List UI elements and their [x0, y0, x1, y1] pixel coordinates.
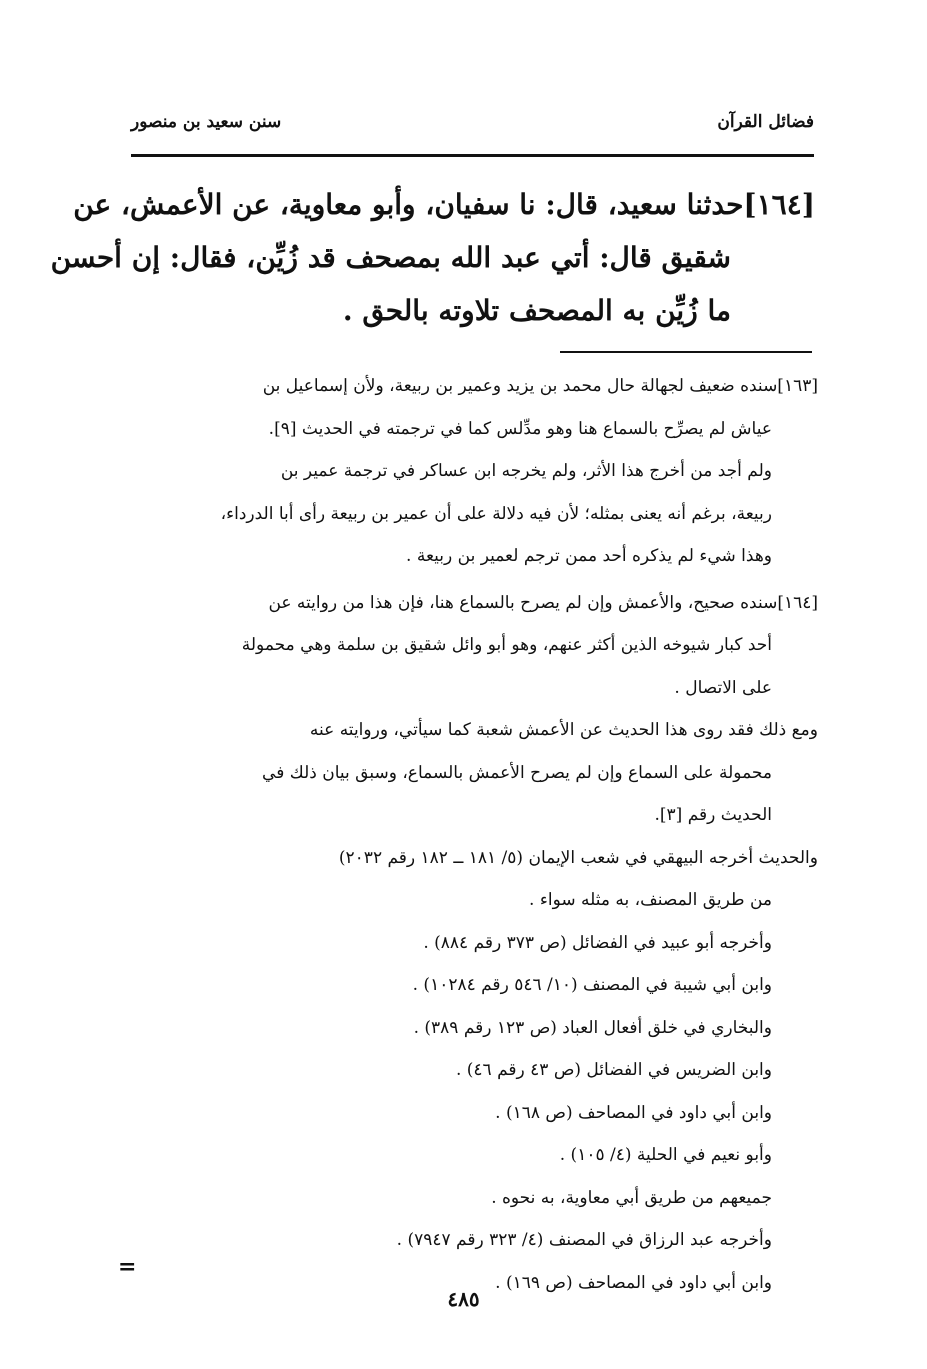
footnote-164-line: ومع ذلك فقد روى هذا الحديث عن الأعمش شعبة كما سيأتي، وروايته عنه — [309, 720, 818, 740]
footnote-164-line: من طريق المصنف، به مثله سواء . — [529, 890, 772, 910]
footnotes — [121, 365, 818, 1304]
footnote-164-line: وابن أبي داود في المصاحف (ص ١٦٨) . — [495, 1102, 772, 1123]
footnote-separator — [560, 351, 812, 353]
footnote-163-line: ولم أجد من أخرج هذا الأثر، ولم يخرجه ابن عساكر في ترجمة عمير بن — [280, 461, 772, 481]
footnote-164-line: الحديث رقم [٣]. — [654, 805, 772, 825]
footnote-164-line: وابن أبي شيبة في المصنف (١٠/ ٥٤٦ رقم ١٠٢٨٤) . — [412, 975, 772, 995]
page-number: ٤٨٥ — [447, 1287, 480, 1311]
footnote-163-line: [١٦٣]سنده ضعيف لجهالة حال محمد بن يزيد وعمير بن ربيعة، ولأن إسماعيل بن — [262, 376, 818, 396]
hadith-line: [١٦٤]حدثنا سعيد، قال: نا سفيان، وأبو معاوية، عن الأعمش، عن — [73, 188, 815, 221]
footnote-164-line: جميعهم من طريق أبي معاوية، به نحوه . — [491, 1187, 772, 1208]
footnote-164-line: وابن أبي داود في المصاحف (ص ١٦٩) . — [495, 1272, 772, 1293]
hadith-line: ما زُيِّن به المصحف تلاوته بالحق . — [342, 294, 731, 327]
footnote-164-line: والبخاري في خلق أفعال العباد (ص ١٢٣ رقم ٣٨٩) . — [413, 1017, 772, 1038]
header-rule — [131, 154, 814, 157]
footnote-164-line: وابن الضريس في الفضائل (ص ٤٣ رقم ٤٦) . — [455, 1060, 772, 1080]
footnote-164-line: أحد كبار شيوخه الذين أكثر عنهم، وهو أبو وائل شقيق بن سلمة وهي محمولة — [241, 635, 772, 655]
running-header — [131, 112, 814, 148]
footnote-164-line: على الاتصال . — [674, 677, 772, 698]
footnote-163-line: وهذا شيء لم يذكره أحد ممن ترجم لعمير بن ربيعة . — [406, 546, 772, 566]
continuation-mark: = — [118, 1254, 137, 1280]
footnote-164-line: وأبو نعيم في الحلية (٤/ ١٠٥) . — [559, 1145, 772, 1165]
footnote-164-line: محمولة على السماع وإن لم يصرح الأعمش بالسماع، وسبق بيان ذلك في — [262, 762, 772, 783]
footnote-164-line: وأخرجه أبو عبيد في الفضائل (ص ٣٧٣ رقم ٨٨٤) . — [423, 932, 772, 953]
footnote-164-line: وأخرجه عبد الرزاق في المصنف (٤/ ٣٢٣ رقم ٧٩٤٧) . — [396, 1230, 772, 1250]
footnote-164-line: والحديث أخرجه البيهقي في شعب الإيمان (٥/ ١٨١ ــ ١٨٢ رقم ٢٠٣٢) — [338, 847, 818, 868]
hadith-line: شقيق قال: أتي عبد الله بمصحف قد زُيِّن، فقال: إن أحسن — [50, 241, 731, 274]
header-book-title: سنن سعيد بن منصور — [131, 112, 282, 132]
footnote-163-line: عياش لم يصرِّح بالسماع هنا وهو مدِّلس كما في ترجمته في الحديث [٩]. — [268, 418, 772, 439]
hadith-text — [50, 178, 815, 337]
footnote-164-line: [١٦٤]سنده صحيح، والأعمش وإن لم يصرح بالسماع هنا، فإن هذا من روايته عن — [268, 592, 818, 613]
footnote-163-line: ربيعة، برغم أنه يعنى بمثله؛ لأن فيه دلالة على أن عمير بن ربيعة رأى أبا الدرداء، — [220, 503, 772, 524]
header-book-section: فضائل القرآن — [717, 112, 814, 132]
